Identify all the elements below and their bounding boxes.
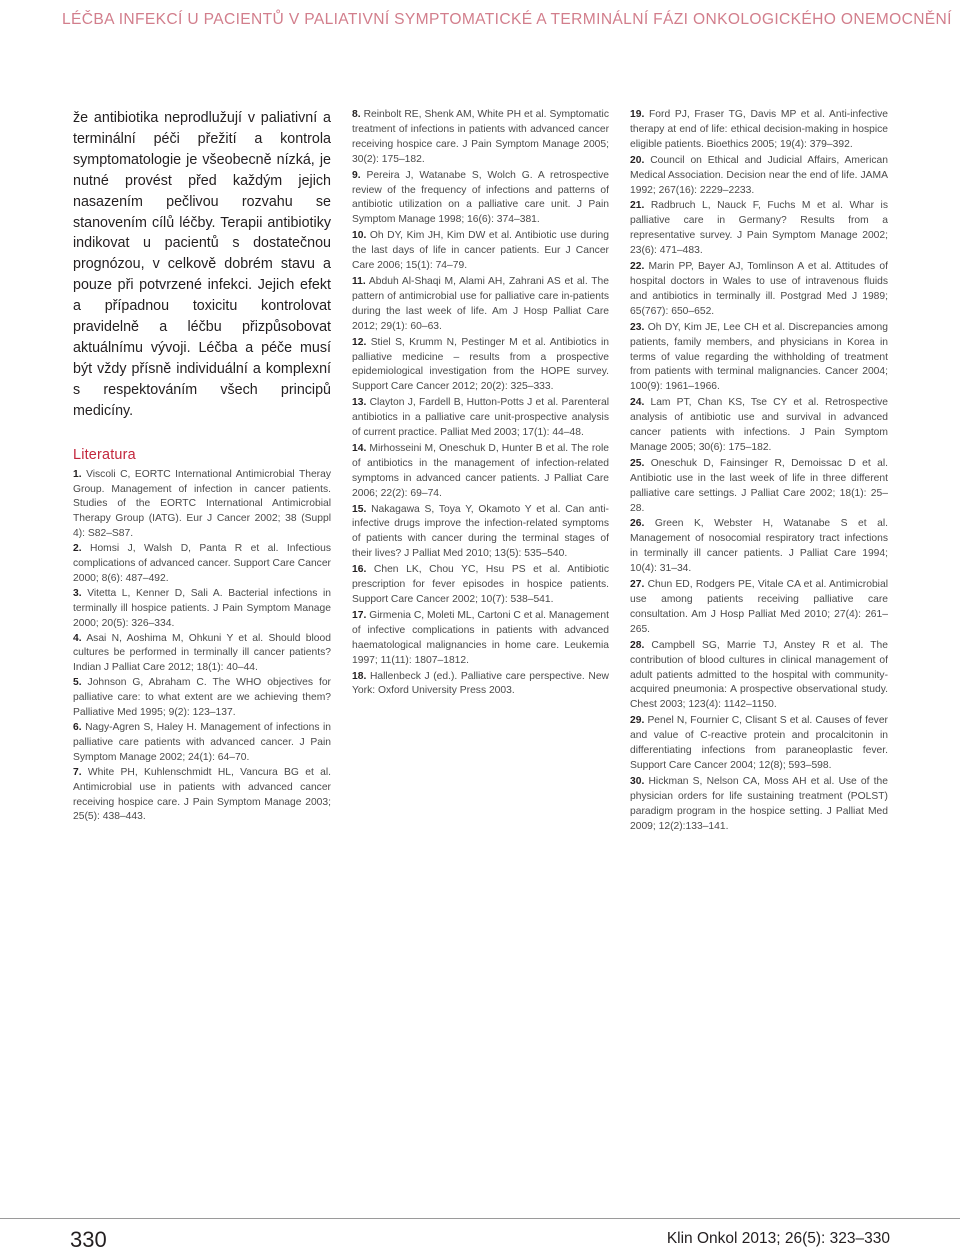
reference-text: Viscoli C, EORTC International Antimicrobial Theray Group. Management of infection in cancer patients. Studies of the EORTC International Antimicrobial Therapy Group (IATG). Eur J Cancer 2002; 38 (Suppl 4): S82–S87. xyxy=(73,468,331,540)
reference-item xyxy=(352,503,609,563)
reference-text: Homsi J, Walsh D, Panta R et al. Infectious complications of advanced cancer. Support Care Cancer 2000; 8(6): 487–492. xyxy=(73,543,331,584)
reference-item xyxy=(352,609,609,669)
reference-number: 17. xyxy=(352,609,367,621)
reference-item xyxy=(352,670,609,700)
reference-text: Vitetta L, Kenner D, Sali A. Bacterial infections in terminally ill hospice patients. J Pain Symptom Manage 2000; 20(5): 326–334. xyxy=(73,587,331,629)
reference-text: Oneschuk D, Fainsinger R, Demoissac D et al. Antibiotic use in the last week of life in three different palliative care settings. J Palliat Care 2002; 18(1): 25–28. xyxy=(630,457,888,514)
reference-number: 27. xyxy=(630,579,645,591)
reference-number: 9. xyxy=(352,169,361,181)
reference-text: Johnson G, Abraham C. The WHO objectives for palliative care: to what extent are we achieving them? Palliative Med 1995; 9(2): 123–137. xyxy=(73,677,331,719)
reference-text: Clayton J, Fardell B, Hutton-Potts J et al. Parenteral antibiotics in a palliative care unit-prospective analysis of current practice. Palliat Med 2003; 17(1): 44–48. xyxy=(352,397,609,439)
reference-number: 3. xyxy=(73,587,82,599)
reference-number: 8. xyxy=(352,109,361,120)
reference-text: Asai N, Aoshima M, Ohkuni Y et al. Should blood cultures be performed in terminally ill cancer patients? Indian J Palliat Care 2012; 18(1): 40–44. xyxy=(73,632,331,674)
body-paragraph: že antibiotika neprodlužují v paliativní a terminální péči přežití a kontrola symptomatologie je všeobecně nízká, je nutné provést před každým jejich nasazením pečlivou rozvahu se stanovením cílů léčby. Terapii antibiotiky indikovat u pacientů s dostatečnou prognózou, v celkově dobrém stavu a pouze při potvrzené infekci. Jejich efekt a případnou toxicitu kontrolovat pravidelně a léčbu přizpůsobovat aktuálnímu vývoji. Léčba a péče musí být vždy přísně individuální a komplexní s respektováním všech principů medicíny. xyxy=(73,110,331,419)
reference-number: 16. xyxy=(352,564,367,576)
reference-text: Marin PP, Bayer AJ, Tomlinson A et al. Attitudes of hospital doctors in Wales to use of intravenous fluids and antibiotics in terminally ill. Postgrad Med J 1989; 65(767): 650–652. xyxy=(630,261,888,317)
reference-item xyxy=(352,336,609,396)
column-3 xyxy=(630,108,888,836)
reference-text: Girmenia C, Moleti ML, Cartoni C et al. Management of infective complications in patients with advanced haematological malignancies in home care. Leukemia 1997; 11(11): 1807–1812. xyxy=(352,609,609,666)
reference-number: 20. xyxy=(630,154,645,166)
references-heading: Literatura xyxy=(73,446,136,463)
reference-item xyxy=(630,578,888,638)
reference-item xyxy=(352,108,609,168)
reference-item xyxy=(630,396,888,456)
column-1 xyxy=(73,108,331,825)
reference-number: 5. xyxy=(73,677,82,689)
reference-number: 4. xyxy=(73,632,82,644)
reference-text: Oh DY, Kim JH, Kim DW et al. Antibiotic use during the last days of life in cancer patients. Eur J Cancer Care 2006; 15(1): 74–79. xyxy=(352,230,609,272)
reference-list xyxy=(352,108,609,699)
reference-text: White PH, Kuhlenschmidt HL, Vancura BG et al. Antimicrobial use in patients with advanced cancer receiving hospice care. J Pain Symptom Manage 2003; 25(5): 438–443. xyxy=(73,766,331,823)
reference-text: Mirhosseini M, Oneschuk D, Hunter B et al. The role of antibiotics in the management of infection-related symptoms in advanced cancer patients. J Palliat Care 2006; 22(2): 69–74. xyxy=(352,442,609,499)
reference-number: 26. xyxy=(630,518,645,530)
reference-item xyxy=(352,275,609,335)
reference-number: 22. xyxy=(630,261,645,273)
reference-item xyxy=(630,517,888,577)
reference-text: Radbruch L, Nauck F, Fuchs M et al. Whar is palliative care in Germany? Results from a representative survey. J Pain Symptom Manage 2002; 23(6): 471–483. xyxy=(630,200,888,257)
reference-text: Chun ED, Rodgers PE, Vitale CA et al. Antimicrobial use among patients receiving palliative care consultation. Am J Hosp Palliat Med 2010; 27(4): 261–265. xyxy=(630,579,888,635)
reference-item xyxy=(73,721,331,766)
reference-number: 7. xyxy=(73,766,82,778)
reference-item xyxy=(73,587,331,632)
reference-number: 15. xyxy=(352,503,367,515)
reference-item xyxy=(630,199,888,259)
page-number: 330 xyxy=(70,1227,107,1252)
reference-text: Nakagawa S, Toya Y, Okamoto Y et al. Can anti-infective drugs improve the infection-related symptoms of patients with cancer during the terminal stages of their lives? J Palliat Med 2010; 13(5): 535–540. xyxy=(352,503,609,560)
reference-text: Nagy-Agren S, Haley H. Management of infections in palliative care patients with advanced cancer. J Pain Symptom Manage 2002; 24(1): 64–70. xyxy=(73,722,331,763)
column-2 xyxy=(352,108,609,700)
reference-number: 24. xyxy=(630,397,645,409)
reference-number: 23. xyxy=(630,321,645,333)
footer-divider xyxy=(0,1218,960,1219)
reference-item xyxy=(352,442,609,502)
reference-item xyxy=(630,154,888,199)
reference-text: Hickman S, Nelson CA, Moss AH et al. Use of the physician orders for life sustaining treatment (POLST) paradigm program in the hospice setting. J Palliat Med 2009; 12(2):133–141. xyxy=(630,775,888,832)
reference-number: 25. xyxy=(630,457,645,469)
reference-list xyxy=(630,108,888,835)
reference-item xyxy=(630,108,888,153)
reference-text: Pereira J, Watanabe S, Wolch G. A retrospective review of the frequency of infections and patterns of antibiotic utilization on a palliative care unit. J Pain Symptom Manage 1998; 16(6): 374–381. xyxy=(352,169,609,226)
reference-item xyxy=(630,457,888,517)
reference-item xyxy=(352,229,609,274)
reference-number: 18. xyxy=(352,670,367,682)
reference-item xyxy=(73,676,331,721)
reference-text: Stiel S, Krumm N, Pestinger M et al. Antibiotics in palliative medicine – results from a prospective epidemiological investigation from the HOPE survey. Support Care Cancer 2012; 20(2): 325–333. xyxy=(352,336,609,393)
reference-item xyxy=(630,775,888,835)
reference-number: 13. xyxy=(352,397,367,409)
reference-text: Hallenbeck J (ed.). Palliative care perspective. New York: Oxford University Press 2003. xyxy=(352,670,609,697)
reference-number: 29. xyxy=(630,715,645,727)
reference-number: 6. xyxy=(73,722,82,733)
reference-text: Campbell SG, Marrie TJ, Anstey R et al. The contribution of blood cultures in clinical management of adult patients admitted to the hospital with community-acquired pneumonia: A prospective observational study. Chest 2003; 123(4): 1142–1150. xyxy=(630,639,888,711)
reference-item xyxy=(352,563,609,608)
reference-item xyxy=(630,260,888,320)
reference-item xyxy=(73,468,331,543)
reference-item xyxy=(630,321,888,396)
reference-text: Green K, Webster H, Watanabe S et al. Management of nosocomial respiratory tract infections in terminally ill cancer patients. J Palliat Care 1994; 10(4): 31–34. xyxy=(630,518,888,575)
reference-number: 10. xyxy=(352,230,367,242)
reference-number: 12. xyxy=(352,336,367,348)
reference-number: 2. xyxy=(73,543,82,555)
reference-item xyxy=(630,714,888,774)
reference-list xyxy=(73,468,331,826)
reference-text: Council on Ethical and Judicial Affairs, American Medical Association. Decision near the end of life. JAMA 1992; 267(16): 2229–2233. xyxy=(630,154,888,196)
reference-item xyxy=(73,632,331,677)
reference-number: 11. xyxy=(352,275,366,287)
journal-citation: Klin Onkol 2013; 26(5): 323–330 xyxy=(666,1230,890,1247)
reference-text: Ford PJ, Fraser TG, Davis MP et al. Anti-infective therapy at end of life: ethical decision-making in hospice eligible patients. Bioethics 2005; 19(4): 379–392. xyxy=(630,109,888,150)
reference-number: 30. xyxy=(630,775,645,787)
reference-item xyxy=(352,169,609,229)
reference-item xyxy=(630,639,888,714)
reference-text: Chen LK, Chou YC, Hsu PS et al. Antibiotic prescription for fever episodes in hospice patients. Support Care Cancer 2002; 10(7): 538–541. xyxy=(352,564,609,605)
reference-item xyxy=(73,542,331,587)
reference-item xyxy=(352,396,609,441)
running-head: LÉČBA INFEKCÍ U PACIENTŮ V PALIATIVNÍ SYMPTOMATICKÉ A TERMINÁLNÍ FÁZI ONKOLOGICKÉHO ONEMOCNĚNÍ xyxy=(62,11,952,28)
reference-text: Reinbolt RE, Shenk AM, White PH et al. Symptomatic treatment of infections in patients with advanced cancer receiving hospice care. J Pain Symptom Manage 2005; 30(2): 175–182. xyxy=(352,109,609,165)
reference-number: 28. xyxy=(630,639,645,651)
reference-number: 19. xyxy=(630,109,645,120)
reference-text: Oh DY, Kim JE, Lee CH et al. Discrepancies among patients, family members, and physicians in Korea in terms of value regarding the withholding of treatment from patients with terminal malignancies. Cancer 2004; 100(9): 1961–1966. xyxy=(630,321,888,393)
reference-item xyxy=(73,766,331,826)
reference-text: Abduh Al-Shaqi M, Alami AH, Zahrani AS et al. The pattern of antimicrobial use for palliative care in-patients during the last week of life. Am J Hosp Palliat Care 2012; 29(1): 60–63. xyxy=(352,275,609,332)
reference-text: Lam PT, Chan KS, Tse CY et al. Retrospective analysis of antibiotic use and survival in advanced cancer patients with infections. J Pain Symptom Manage 2005; 30(6): 175–182. xyxy=(630,397,888,453)
reference-text: Penel N, Fournier C, Clisant S et al. Causes of fever and value of C-reactive protein and procalcitonin in differentiating infections from paraneoplastic fever. Support Care Cancer 2004; 12(8); 593–598. xyxy=(630,715,888,771)
reference-number: 21. xyxy=(630,200,645,212)
reference-number: 14. xyxy=(352,442,367,454)
reference-number: 1. xyxy=(73,468,82,480)
